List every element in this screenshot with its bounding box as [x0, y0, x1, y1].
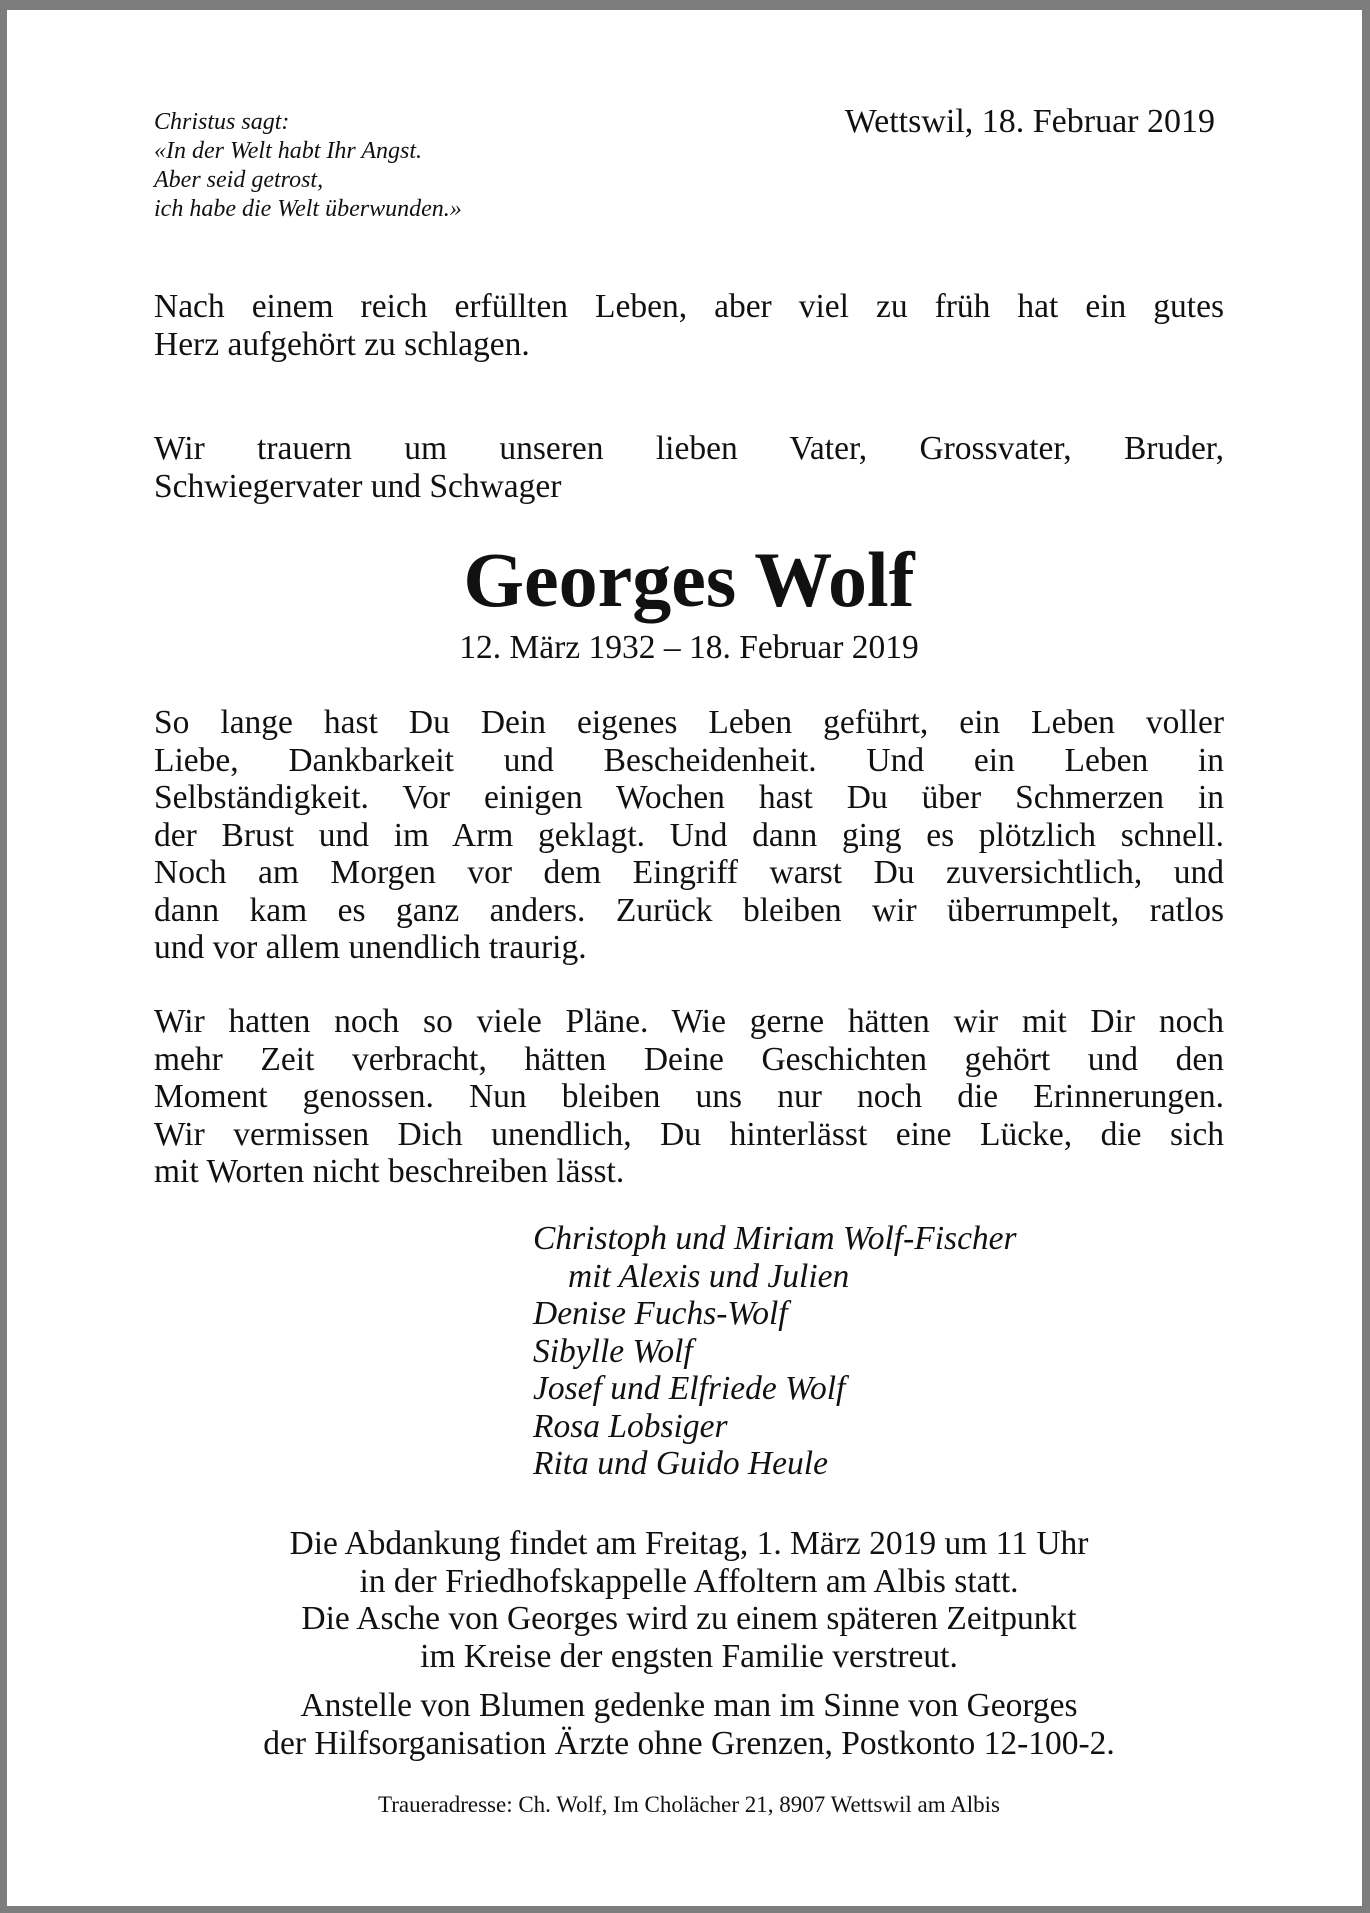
family-member: Rosa Lobsiger	[533, 1407, 728, 1445]
intro-paragraph-1	[154, 288, 1224, 363]
obituary-page	[7, 10, 1362, 1906]
text-line: So lange hast Du Dein eigenes Leben geführt, ein Leben voller	[154, 704, 1224, 741]
text-line: Moment genossen. Nun bleiben uns nur noch die Erinnerungen.	[154, 1078, 1224, 1115]
donation-notice	[154, 1687, 1224, 1762]
text-line: Noch am Morgen vor dem Eingriff warst Du zuversichtlich, und	[154, 854, 1224, 891]
text-line: Wir trauern um unseren lieben Vater, Grossvater, Bruder,	[154, 430, 1224, 467]
family-member: Rita und Guido Heule	[533, 1445, 828, 1482]
bible-quote	[154, 108, 634, 224]
body-paragraph-2	[154, 1003, 1224, 1191]
ceremony-line: Die Abdankung findet am Freitag, 1. März 2019 um 11 Uhr	[289, 1525, 1089, 1562]
quote-line: Aber seid getrost,	[154, 167, 324, 193]
text-line: dann kam es ganz anders. Zurück bleiben wir überrumpelt, ratlos	[154, 891, 1224, 929]
quote-line: ich habe die Welt überwunden.»	[154, 196, 462, 222]
text-line: und vor allem unendlich traurig.	[154, 929, 587, 966]
text-line: mit Worten nicht beschreiben lässt.	[154, 1153, 625, 1190]
text-line: Selbständigkeit. Vor einigen Wochen hast Du über Schmerzen in	[154, 779, 1224, 816]
text-line: Liebe, Dankbarkeit und Bescheidenheit. Und ein Leben in	[154, 741, 1224, 779]
ceremony-line: Die Asche von Georges wird zu einem späteren Zeitpunkt	[301, 1600, 1077, 1637]
body-paragraph-1	[154, 704, 1224, 967]
text-line: Wir hatten noch so viele Pläne. Wie gerne hätten wir mit Dir noch	[154, 1003, 1224, 1040]
mourning-address: Traueradresse: Ch. Wolf, Im Cholächer 21, 8907 Wettswil am Albis	[378, 1792, 1000, 1817]
ceremony-line: in der Friedhofskappelle Affoltern am Albis statt.	[359, 1562, 1019, 1600]
text-line: Nach einem reich erfüllten Leben, aber viel zu früh hat ein gutes	[154, 288, 1224, 325]
ceremony-notice	[154, 1525, 1224, 1675]
donation-line: Anstelle von Blumen gedenke man im Sinne von Georges	[300, 1687, 1078, 1724]
family-member: Sibylle Wolf	[533, 1332, 693, 1370]
text-line: mehr Zeit verbracht, hätten Deine Geschichten gehört und den	[154, 1040, 1224, 1078]
donation-line: der Hilfsorganisation Ärzte ohne Grenzen, Postkonto 12-100-2.	[263, 1724, 1115, 1762]
quote-line: Christus sagt:	[154, 109, 290, 135]
place-and-date: Wettswil, 18. Februar 2019	[844, 103, 1215, 140]
family-member: Denise Fuchs-Wolf	[533, 1295, 788, 1332]
family-member: Christoph und Miriam Wolf-Fischer	[533, 1220, 1017, 1257]
family-signatures	[533, 1220, 1153, 1483]
text-line: Schwiegervater und Schwager	[154, 467, 562, 505]
family-member: Josef und Elfriede Wolf	[533, 1370, 846, 1407]
text-line: Wir vermissen Dich unendlich, Du hinterlässt eine Lücke, die sich	[154, 1115, 1224, 1153]
ceremony-line: im Kreise der engsten Familie verstreut.	[420, 1637, 958, 1675]
quote-line: «In der Welt habt Ihr Angst.	[154, 138, 422, 164]
family-member: mit Alexis und Julien	[568, 1257, 850, 1295]
intro-paragraph-2	[154, 430, 1224, 505]
life-dates: 12. März 1932 – 18. Februar 2019	[459, 629, 919, 666]
deceased-name: Georges Wolf	[463, 536, 915, 623]
text-line: Herz aufgehört zu schlagen.	[154, 325, 530, 363]
text-line: der Brust und im Arm geklagt. Und dann ging es plötzlich schnell.	[154, 816, 1224, 854]
